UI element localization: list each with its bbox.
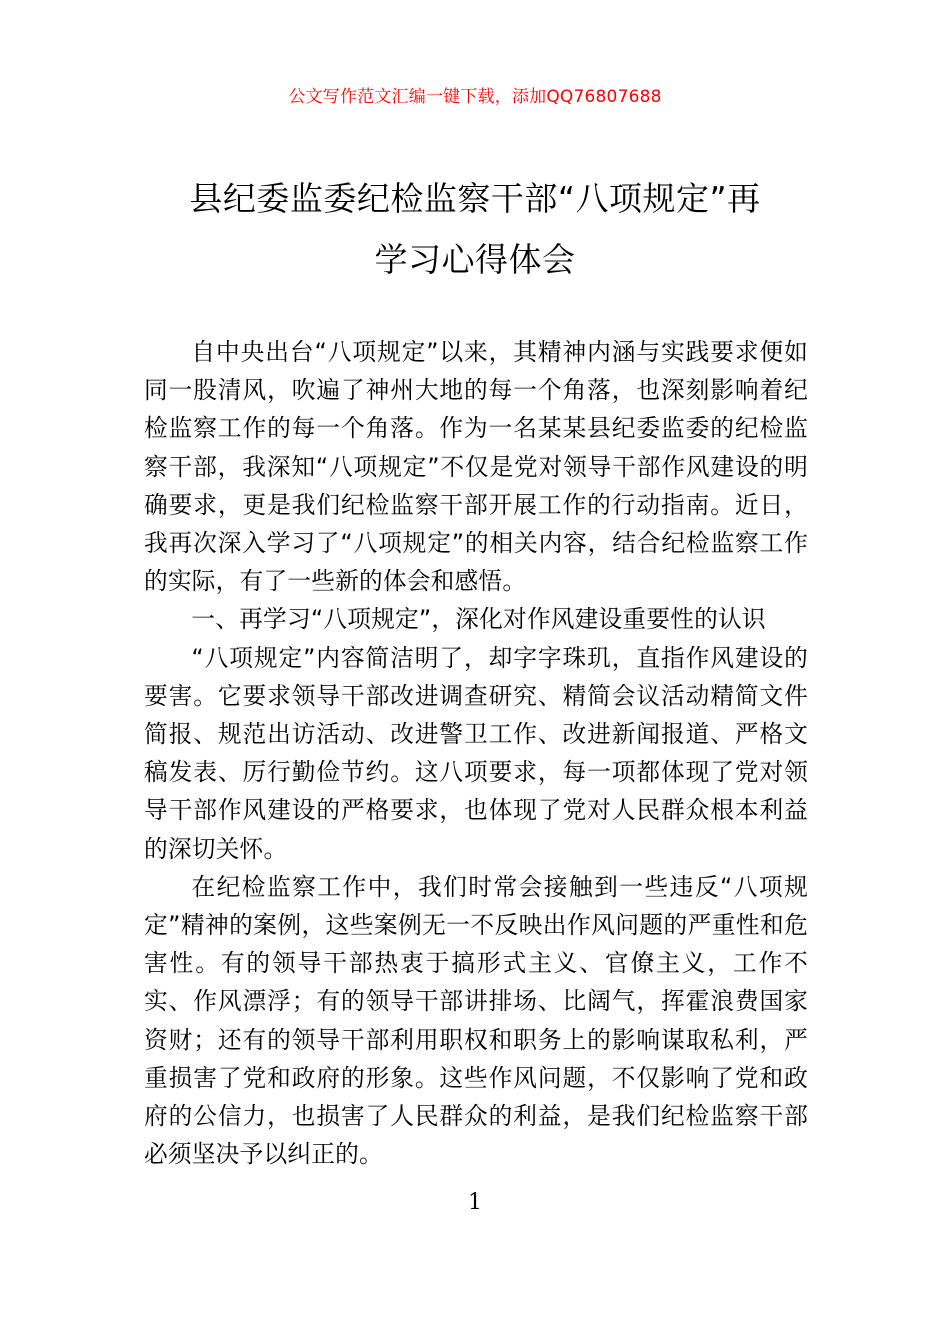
section-heading-1: 一、再学习“八项规定”，深化对作风建设重要性的认识 [191,605,766,634]
page-number: 1 [468,1190,482,1215]
document-title [110,168,840,290]
promo-header: 公文写作范文汇编一键下载，添加QQ76807688 [288,87,662,107]
title-line-1: 县纪委监委纪检监察干部“八项规定”再 [189,179,761,218]
title-line-2: 学习心得体会 [374,240,576,279]
document-body [144,333,808,1173]
paragraph-cases: 在纪检监察工作中，我们时常会接触到一些违反“八项规定”精神的案例，这些案例无一不反映出作风问题的严重性和危害性。有的领导干部热衷于搞形式主义、官僚主义，工作不实、作风漂浮；有的领导干部讲排场、比阔气，挥霍浪费国家资财；还有的领导干部利用职权和职务上的影响谋取私利，严重损害了党和政府的形象。这些作风问题，不仅影响了党和政府的公信力，也损害了人民群众的利益，是我们纪检监察干部必须坚决予以纠正的。 [144,872,808,1169]
paragraph-intro: 自中央出台“八项规定”以来，其精神内涵与实践要求便如同一股清风，吹遍了神州大地的每一个角落，也深刻影响着纪检监察工作的每一个角落。作为一名某某县纪委监委的纪检监察干部，我深知“八项规定”不仅是党对领导干部作风建设的明确要求，更是我们纪检监察干部开展工作的行动指南。近日，我再次深入学习了“八项规定”的相关内容，结合纪检监察工作的实际，有了一些新的体会和感悟。 [144,338,808,596]
paragraph-eight-rules: “八项规定”内容简洁明了，却字字珠玑，直指作风建设的要害。它要求领导干部改进调查研究、精简会议活动精简文件简报、规范出访活动、改进警卫工作、改进新闻报道、严格文稿发表、厉行勤俭节约。这八项要求，每一项都体现了党对领导干部作风建设的严格要求，也体现了党对人民群众根本利益的深切关怀。 [144,643,808,863]
